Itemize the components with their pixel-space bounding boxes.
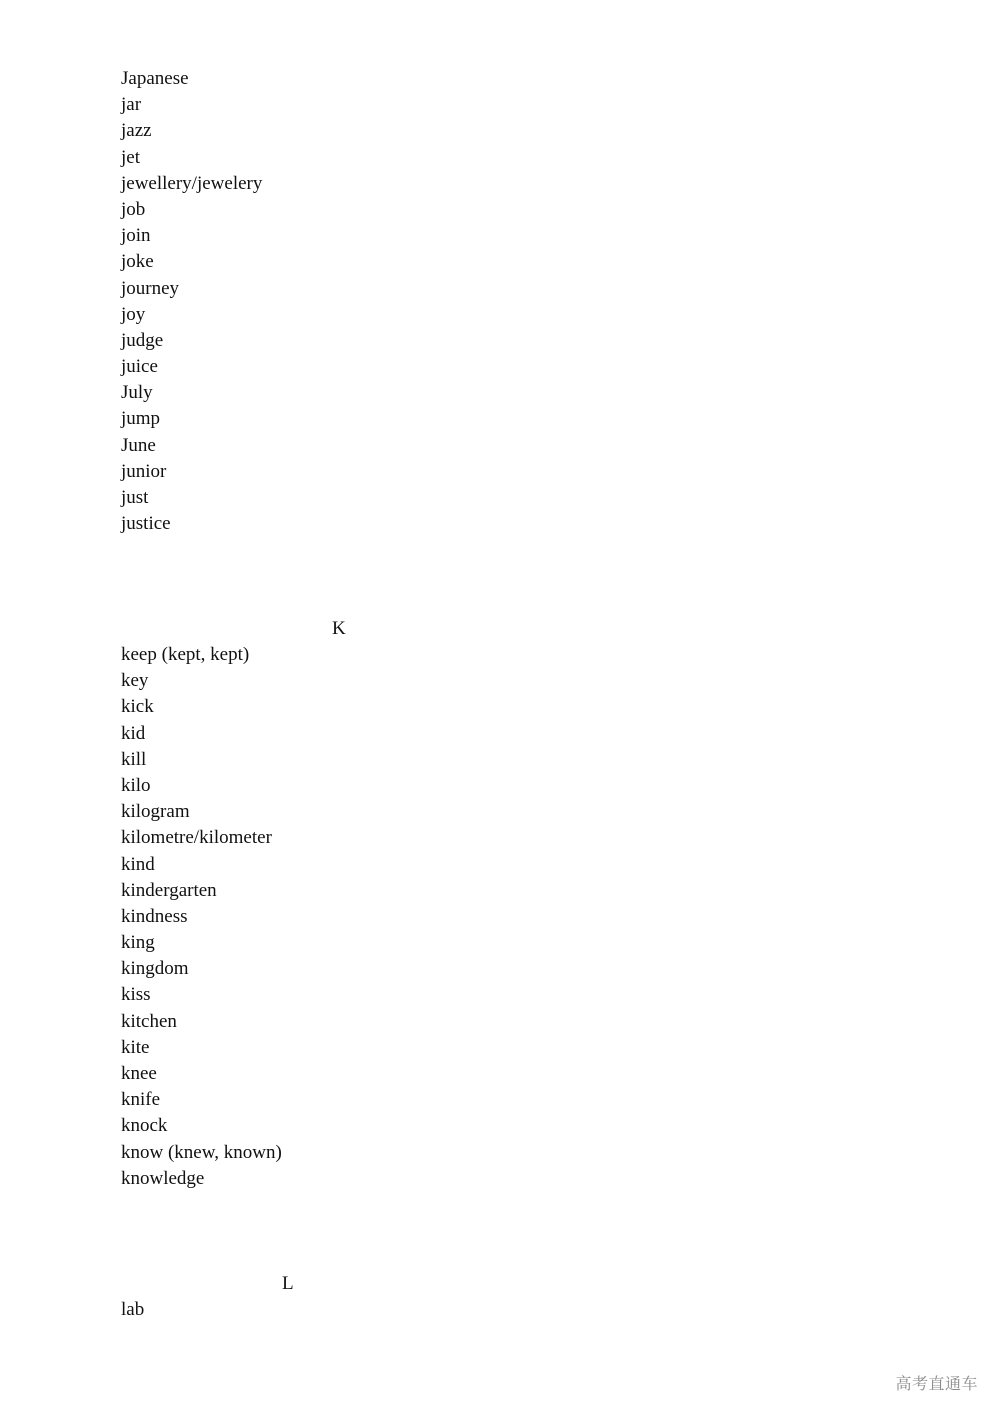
word-entry: job — [121, 198, 146, 220]
word-list-k — [121, 642, 282, 1192]
word-entry: joke — [121, 251, 154, 273]
word-entry: keep (kept, kept) — [121, 644, 250, 665]
word-entry: jewellery/jewelery — [121, 172, 263, 194]
word-entry: kindness — [121, 905, 188, 927]
word-entry: king — [121, 932, 155, 954]
section-heading-k: K — [332, 618, 346, 639]
word-list-l — [121, 1297, 144, 1323]
word-entry: kindergarten — [121, 879, 217, 901]
word-entry: know (knew, known) — [121, 1141, 282, 1163]
word-entry: judge — [121, 329, 164, 351]
word-entry: knowledge — [121, 1167, 205, 1189]
word-entry: junior — [121, 460, 167, 482]
word-entry: juice — [121, 356, 158, 378]
word-entry: July — [121, 382, 153, 404]
word-entry: jar — [121, 94, 142, 116]
word-entry: journey — [121, 277, 180, 299]
section-heading-l: L — [282, 1273, 294, 1294]
word-entry: kick — [121, 696, 154, 718]
word-entry: Japanese — [121, 68, 189, 89]
word-entry: jazz — [121, 120, 152, 142]
word-entry: justice — [121, 513, 171, 535]
word-entry: just — [121, 487, 149, 508]
word-entry: kiss — [121, 984, 151, 1006]
word-entry: kilogram — [121, 801, 190, 823]
word-entry: kill — [121, 748, 147, 770]
word-entry: joy — [121, 303, 146, 325]
word-entry: kid — [121, 722, 146, 744]
word-entry: jump — [121, 408, 161, 430]
watermark-text: 高考直通车 — [895, 1374, 978, 1393]
word-entry: knee — [121, 1063, 157, 1084]
word-entry: jet — [121, 146, 140, 168]
word-entry: join — [121, 225, 151, 247]
word-entry: knife — [121, 1089, 161, 1111]
word-entry: kite — [121, 1036, 150, 1058]
word-entry: kilometre/kilometer — [121, 827, 272, 849]
word-entry: key — [121, 670, 149, 692]
word-entry: lab — [121, 1299, 145, 1320]
word-list-j — [121, 66, 262, 537]
word-entry: kind — [121, 853, 155, 875]
word-entry: kilo — [121, 774, 151, 796]
word-entry: June — [121, 434, 156, 456]
word-entry: kitchen — [121, 1010, 177, 1032]
word-entry: kingdom — [121, 958, 189, 980]
word-entry: knock — [121, 1115, 168, 1137]
